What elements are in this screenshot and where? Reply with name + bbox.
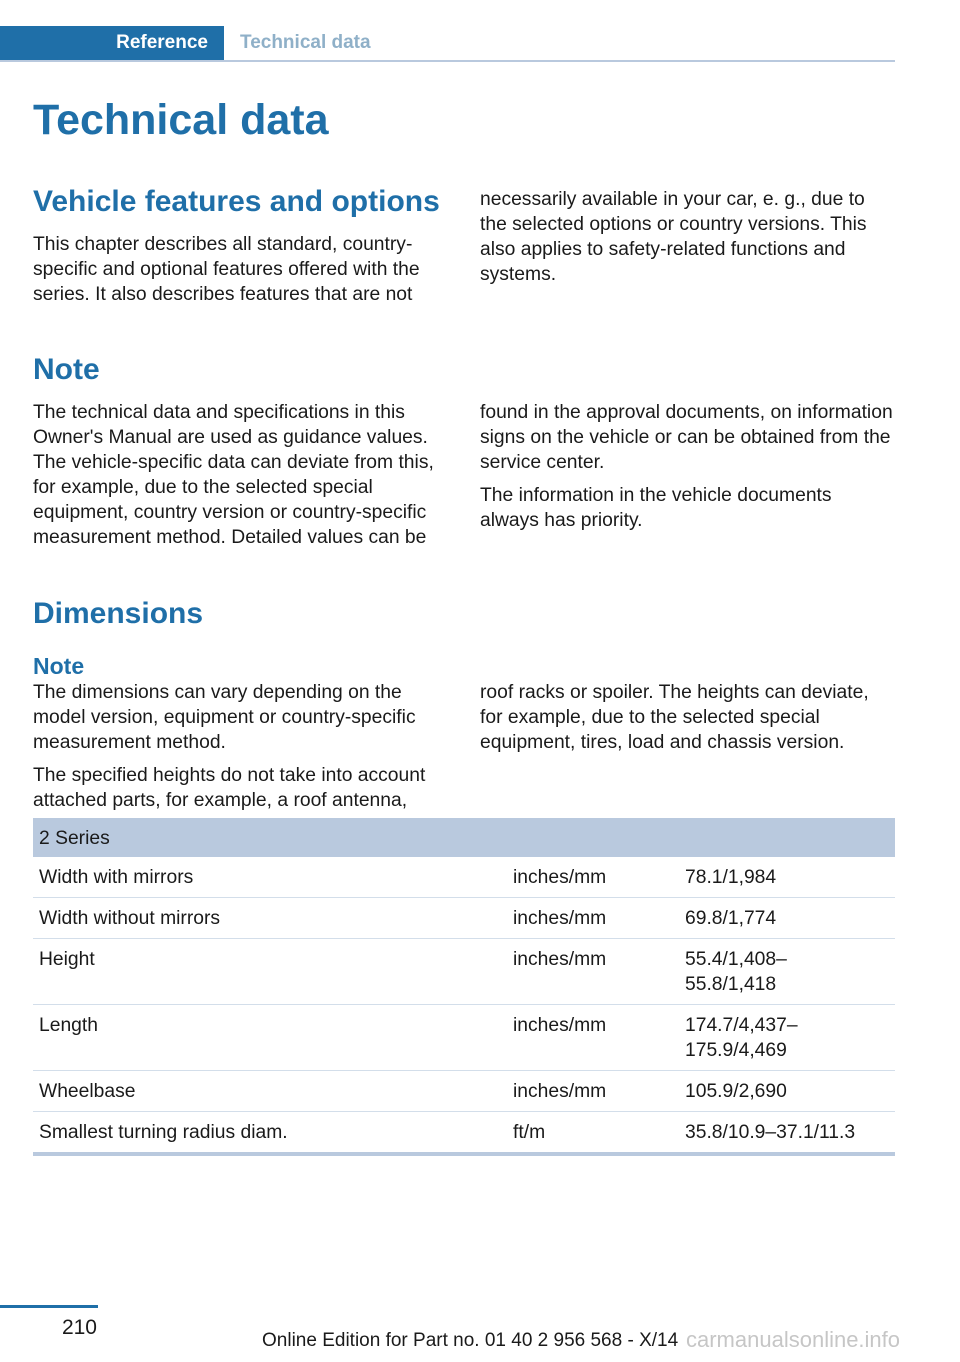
note-paragraph-right-2: The information in the vehicle documents always has priority. (480, 485, 832, 531)
header-rule (0, 60, 895, 62)
dimensions-paragraph-left-1: The dimensions can vary depending on the model version, equipment or country-specific measurement method. (33, 682, 416, 753)
heading-vehicle-features: Vehicle features and options (33, 185, 440, 218)
row-label: Length (33, 1005, 507, 1071)
section-tab-technical-data[interactable]: Technical data (240, 32, 371, 53)
row-value (679, 857, 895, 898)
row-unit: inches/mm (507, 1005, 679, 1071)
table-row (33, 939, 895, 1005)
heading-dimensions: Dimensions (33, 597, 204, 630)
table-row (33, 1071, 895, 1112)
page-number: 210 (61, 1316, 97, 1339)
row-unit: inches/mm (507, 939, 679, 1005)
features-text-left (33, 232, 448, 315)
table-row (33, 1005, 895, 1071)
row-label: Height (33, 939, 507, 1005)
features-paragraph-left: This chapter describes all standard, country-specific and optional features offered with the series. It also describes features that are not (33, 234, 420, 305)
row-label: Width with mirrors (33, 857, 507, 898)
row-unit: inches/mm (507, 1071, 679, 1112)
row-value-text: 55.4/1,408– (685, 949, 787, 970)
row-unit: inches/mm (507, 857, 679, 898)
row-value-text-cont: 175.9/4,469 (685, 1040, 787, 1061)
row-value (679, 1112, 895, 1155)
heading-note: Note (33, 353, 100, 386)
row-label: Smallest turning radius diam. (33, 1112, 507, 1155)
dimensions-text-right (480, 680, 895, 763)
row-value-text: 78.1/1,984 (685, 867, 777, 888)
row-value-text: 105.9/2,690 (685, 1081, 787, 1102)
table-row (33, 1112, 895, 1155)
row-unit: inches/mm (507, 898, 679, 939)
row-value (679, 939, 895, 1005)
row-value (679, 1005, 895, 1071)
note-text-left (33, 400, 448, 558)
note-paragraph-left: The technical data and specifications in this Owner's Manual are used as guidance values. The vehicle-specific data can deviate from this, for example, due to the selected special equipment, country version or country-specific measurement method. Detailed values can be (33, 402, 434, 548)
row-unit: ft/m (507, 1112, 679, 1155)
edition-text: Online Edition for Part no. 01 40 2 956 568 - X/14 (262, 1330, 679, 1351)
footer-rule (0, 1305, 98, 1308)
table-header-row (33, 818, 895, 857)
row-value-text: 35.8/10.9–37.1/11.3 (685, 1122, 856, 1143)
note-text-right (480, 400, 895, 541)
row-value-text: 69.8/1,774 (685, 908, 777, 929)
row-value (679, 1071, 895, 1112)
table-row (33, 898, 895, 939)
page-title: Technical data (33, 96, 329, 144)
dimensions-paragraph-left-2: The specified heights do not take into account attached parts, for example, a roof antenna, (33, 765, 426, 811)
page-header (0, 26, 895, 62)
row-label: Wheelbase (33, 1071, 507, 1112)
table-row (33, 857, 895, 898)
table-header-cell: 2 Series (33, 818, 895, 857)
heading-dimensions-note: Note (33, 653, 85, 679)
watermark: carmanualsonline.info (686, 1327, 901, 1352)
features-paragraph-right: necessarily available in your car, e. g., due to the selected options or country versions. This also applies to safety-related functions and systems. (480, 189, 867, 285)
row-label: Width without mirrors (33, 898, 507, 939)
section-tab-reference[interactable]: Reference (0, 26, 224, 60)
dimensions-paragraph-right-1: roof racks or spoiler. The heights can deviate, for example, due to the selected special equipment, tires, load and chassis version. (480, 682, 869, 753)
row-value (679, 898, 895, 939)
features-text-right (480, 187, 895, 295)
row-value-text-cont: 55.8/1,418 (685, 974, 777, 995)
row-value-text: 174.7/4,437– (685, 1015, 798, 1036)
dimensions-table (33, 818, 895, 1156)
dimensions-text-left (33, 680, 448, 821)
note-paragraph-right-1: found in the approval documents, on information signs on the vehicle or can be obtained from the service center. (480, 402, 893, 473)
